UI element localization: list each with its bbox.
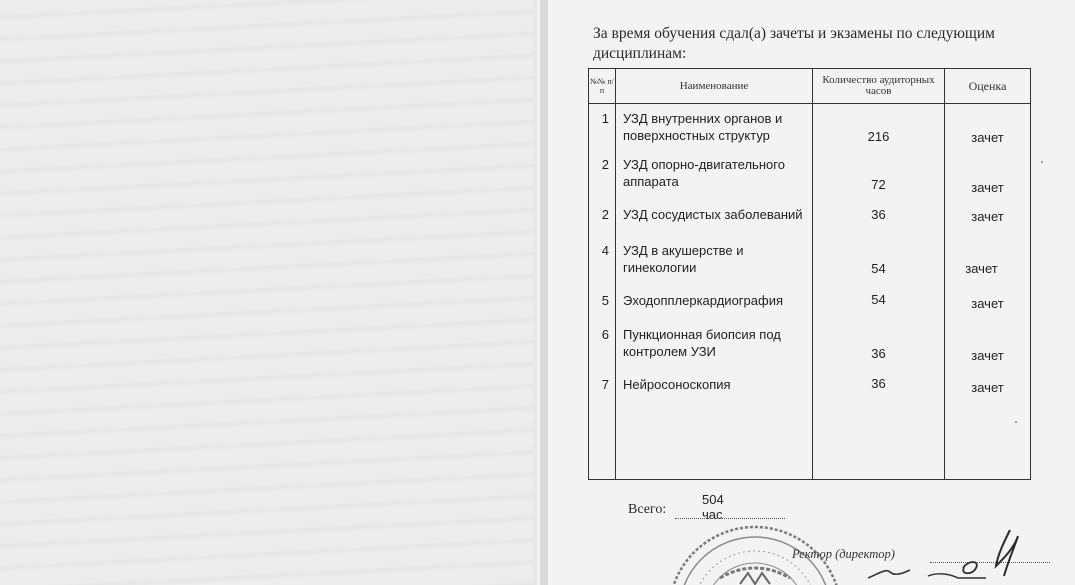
- table-row: [589, 110, 1031, 156]
- header-name: Наименование: [616, 69, 813, 104]
- row-num: 2: [601, 207, 609, 222]
- row-hours: 36: [871, 207, 886, 222]
- rector-label: Ректор (директор): [792, 547, 895, 561]
- table-row: [589, 292, 1031, 326]
- paper-speck: [1041, 161, 1043, 163]
- row-name: Нейросоноскопия: [623, 377, 731, 392]
- table-row: [589, 156, 1031, 206]
- row-grade: зачет: [971, 348, 1004, 363]
- row-hours: 216: [867, 129, 890, 144]
- grades-table: [588, 68, 1031, 480]
- row-name: УЗД опорно-двигательного аппарата: [623, 157, 785, 189]
- header-grade: Оценка: [945, 69, 1031, 104]
- row-name: Пункционная биопсия под контролем УЗИ: [623, 327, 781, 359]
- table-empty-row: [589, 406, 1031, 480]
- row-num: 1: [601, 111, 609, 126]
- table-row: [589, 242, 1031, 292]
- row-hours: 54: [871, 261, 886, 276]
- table-header-row: [589, 69, 1031, 104]
- row-hours: 36: [871, 376, 886, 391]
- row-num: 5: [601, 293, 609, 308]
- row-grade: зачет: [971, 180, 1004, 195]
- row-hours: 72: [871, 177, 886, 192]
- row-hours: 54: [871, 292, 886, 307]
- row-grade: зачет: [971, 209, 1004, 224]
- row-num: 2: [601, 157, 609, 172]
- row-name: УЗД в акушерстве и гинекологии: [623, 243, 744, 275]
- header-hours: Количество аудиторных часов: [813, 69, 945, 104]
- table-row: [589, 326, 1031, 376]
- row-num: 4: [601, 243, 609, 258]
- row-num: 6: [601, 327, 609, 342]
- row-name: УЗД внутренних органов и поверхностных структур: [623, 111, 783, 143]
- row-num: 7: [601, 377, 609, 392]
- row-grade: зачет: [971, 296, 1004, 311]
- row-hours: 36: [871, 346, 886, 361]
- table-row: [589, 376, 1031, 406]
- total-value: 504 час: [702, 492, 724, 522]
- row-name: Эходопплеркардиография: [623, 293, 783, 308]
- table-row: [589, 206, 1031, 242]
- paper-speck: [1015, 421, 1017, 423]
- row-grade: зачет: [965, 261, 998, 276]
- rector-signature: [868, 528, 1048, 585]
- total-label: Всего:: [628, 502, 667, 517]
- row-name: УЗД сосудистых заболеваний: [623, 207, 803, 222]
- page-fold: [534, 0, 540, 585]
- intro-text: За время обучения сдал(а) зачеты и экзамены по следующим дисциплинам:: [593, 25, 995, 62]
- header-num: №№ п/п: [589, 69, 616, 104]
- row-grade: зачет: [971, 380, 1004, 395]
- row-grade: зачет: [971, 130, 1004, 145]
